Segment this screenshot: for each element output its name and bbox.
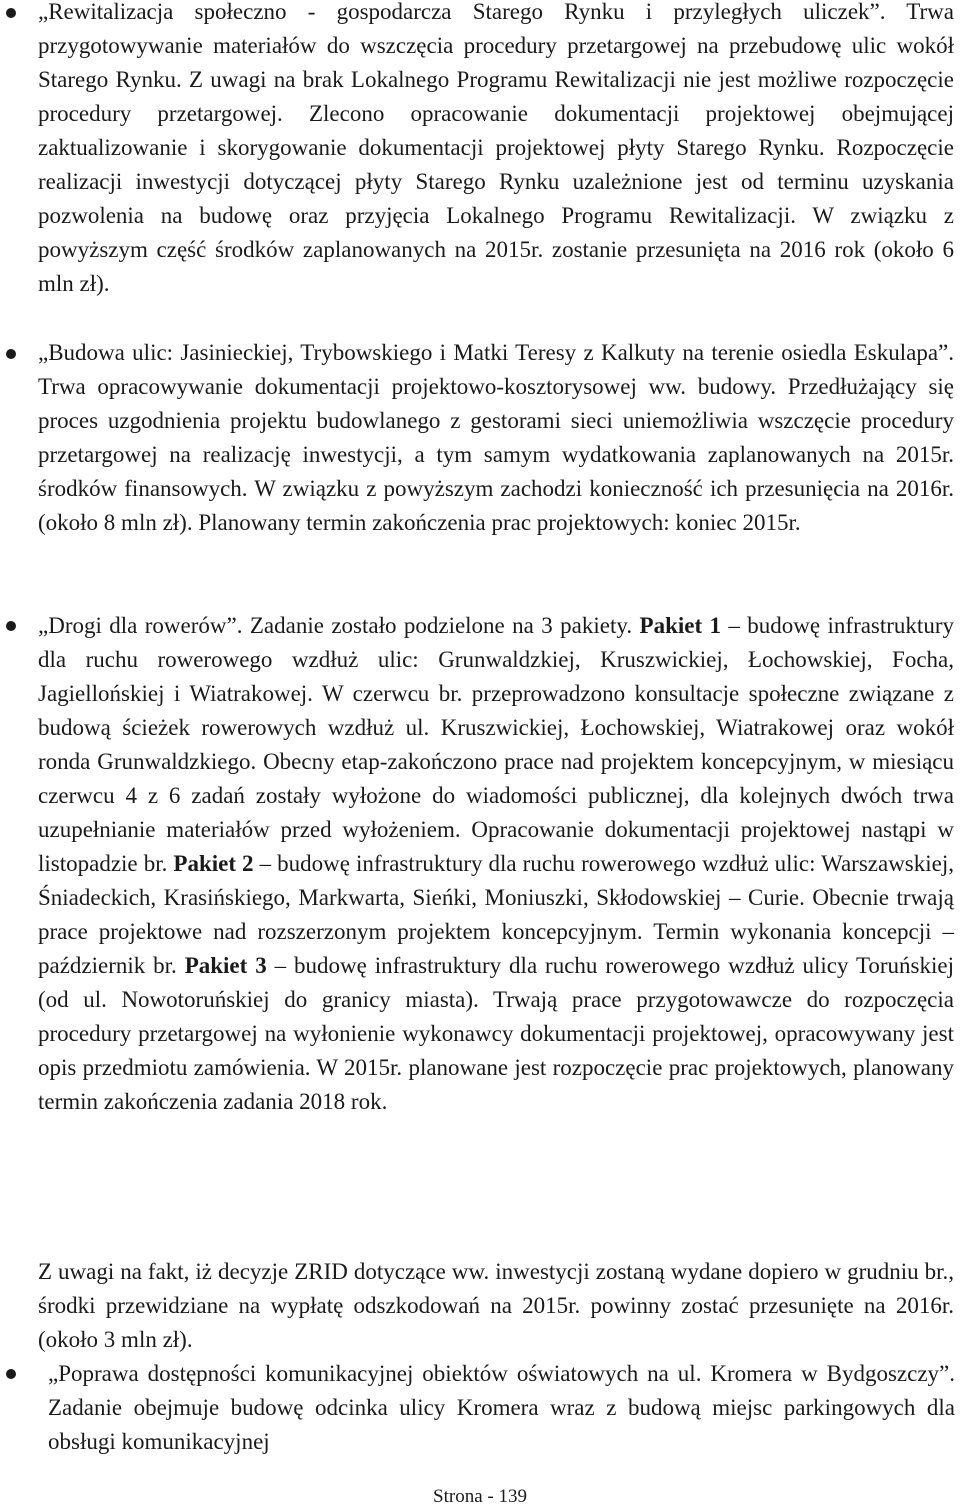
pakiet-3-text: – budowę infrastruktury dla ruchu rowerowego wzdłuż ulicy Toruńskiej (od ul. Nowotoruńskiej do granicy miasta). Trwają prace przygotowawcze do rozpoczęcia procedury przetargowej na wyłonienie wykonawcy dokumentacji projektowej, opracowywany jest opis przedmiotu zamówienia. W 2015r. planowane jest rozpoczęcie prac projektowych, planowany termin zakończenia zadania 2018 rok.: [38, 953, 954, 1114]
pakiet-1-label: Pakiet 1: [639, 613, 722, 638]
drogi-intro: „Drogi dla rowerów”. Zadanie zostało podzielone na 3 pakiety.: [38, 613, 640, 638]
pakiet-2-text: – budowę infrastruktury dla ruchu rowerowego wzdłuż ulic: Warszawskiej, Śniadeckich, Krasińskiego, Markwarta, Sieńki, Moniuszki, Skłodowskiej – Curie. Obecnie trwają prace projektowe nad rozszerzonym projektem koncepcyjnym. Termin wykonania koncepcji – październik br.: [38, 851, 954, 978]
page-number: Strona - 139: [433, 1486, 527, 1507]
paragraph-drogi-dla-rowerow: [38, 609, 954, 1119]
bullet-icon: [6, 349, 16, 359]
paragraph-budowa-ulic: „Budowa ulic: Jasinieckiej, Trybowskiego i Matki Teresy z Kalkuty na terenie osiedla Eskulapa”. Trwa opracowywanie dokumentacji projektowo-kosztorysowej ww. budowy. Przedłużający się proces uzgodnienia projektu budowlanego z gestorami sieci uniemożliwia wszczęcie procedury przetargowej na realizację inwestycji, a tym samym wydatkowania zaplanowanych na 2015r. środków finansowych. W związku z powyższym zachodzi konieczność ich przesunięcia na 2016r. (około 8 mln zł). Planowany termin zakończenia prac projektowych: koniec 2015r.: [38, 340, 954, 535]
bullet-icon: [6, 621, 16, 631]
pakiet-2-label: Pakiet 2: [173, 851, 254, 876]
paragraph-poprawa-dostepnosci: „Poprawa dostępności komunikacyjnej obiektów oświatowych na ul. Kromera w Bydgoszczy”. Zadanie obejmuje budowę odcinka ulicy Kromera wraz z budową miejsc parkingowych dla obsługi komunikacyjnej: [48, 1361, 955, 1454]
bullet-icon: [6, 1369, 16, 1379]
paragraph-rewitalizacja: „Rewitalizacja społeczno - gospodarcza Starego Rynku i przyległych uliczek”. Trwa przygotowywanie materiałów do wszczęcia procedury przetargowej na przebudowę ulic wokół Starego Rynku. Z uwagi na brak Lokalnego Programu Rewitalizacji nie jest możliwe rozpoczęcie procedury przetargowej. Zlecono opracowanie dokumentacji projektowej obejmującej zaktualizowanie i skorygowanie dokumentacji projektowej płyty Starego Rynku. Rozpoczęcie realizacji inwestycji dotyczącej płyty Starego Rynku uzależnione jest od terminu uzyskania pozwolenia na budowę oraz przyjęcia Lokalnego Programu Rewitalizacji. W związku z powyższym część środków zaplanowanych na 2015r. zostanie przesunięta na 2016 rok (około 6 mln zł).: [38, 0, 954, 296]
pakiet-3-label: Pakiet 3: [184, 953, 267, 978]
pakiet-1-text: – budowę infrastruktury dla ruchu rowerowego wzdłuż ulic: Grunwaldzkiej, Kruszwickiej, Łochowskiej, Focha, Jagiellońskiej i Wiatrakowej. W czerwcu br. przeprowadzono konsultacje społeczne związane z budową ścieżek rowerowych wzdłuż ul. Kruszwickiej, Łochowskiej, Wiatrakowej oraz wokół ronda Grunwaldzkiego. Obecny etap-zakończono prace nad projektem koncepcyjnym, w miesiącu czerwcu 4 z 6 zadań zostały wyłożone do wiadomości publicznej, dla kolejnych dwóch trwa uzupełnianie materiałów przed wyłożeniem. Opracowanie dokumentacji projektowej nastąpi w listopadzie br.: [38, 613, 954, 876]
bullet-icon: [6, 8, 16, 18]
paragraph-zrid: Z uwagi na fakt, iż decyzje ZRID dotyczące ww. inwestycji zostaną wydane dopiero w grudniu br., środki przewidziane na wypłatę odszkodowań na 2015r. powinny zostać przesunięte na 2016r. (około 3 mln zł).: [38, 1259, 954, 1352]
